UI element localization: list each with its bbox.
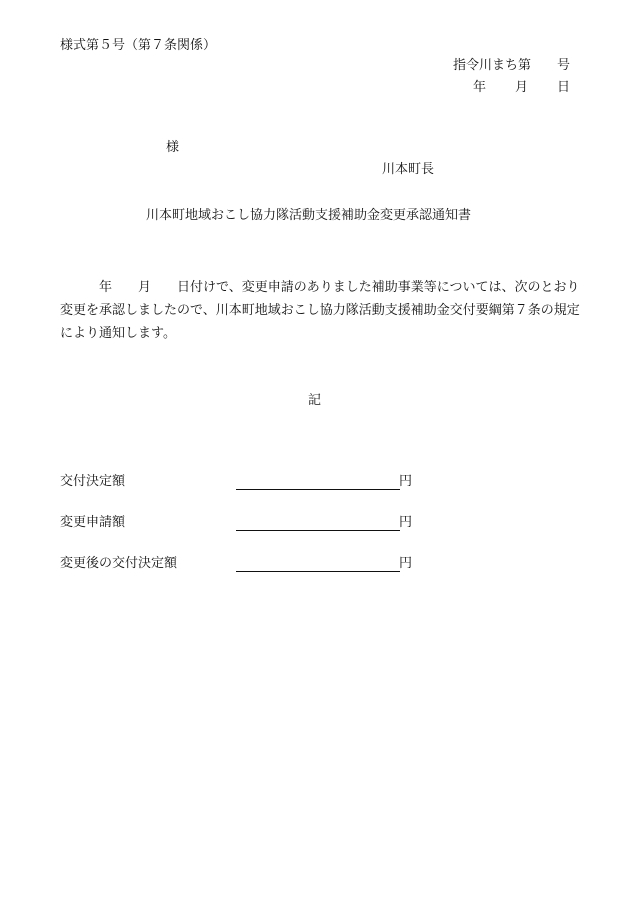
body-paragraph: 年 月 日付けで、変更申請のありました補助事業等については、次のとおり変更を承認しましたので、川本町地域おこし協力隊活動支援補助金交付要綱第７条の規定により通知します。 (60, 280, 580, 341)
amount-label: 変更後の交付決定額 (60, 556, 178, 571)
amount-unit: 円 (399, 515, 413, 530)
form-label: 様式第５号（第７条関係） (60, 38, 217, 53)
issuer-name: 川本町長 (382, 162, 435, 177)
ki-heading: 記 (308, 393, 322, 408)
document-title: 川本町地域おこし協力隊活動支援補助金変更承認通知書 (146, 208, 472, 223)
amount-label: 変更申請額 (60, 515, 126, 530)
amount-blank-line (236, 530, 400, 531)
addressee-suffix: 様 (166, 140, 180, 155)
amount-blank-line (236, 571, 400, 572)
amount-unit: 円 (399, 556, 413, 571)
date-day-label: 日 (556, 80, 570, 95)
amount-label: 交付決定額 (60, 474, 126, 489)
document-date (473, 81, 570, 94)
date-year-label: 年 (472, 80, 486, 95)
date-month-label: 月 (514, 80, 528, 95)
amount-blank-line (236, 489, 400, 490)
amount-unit: 円 (399, 474, 413, 489)
document-number: 指令川まち第 号 (452, 58, 570, 73)
